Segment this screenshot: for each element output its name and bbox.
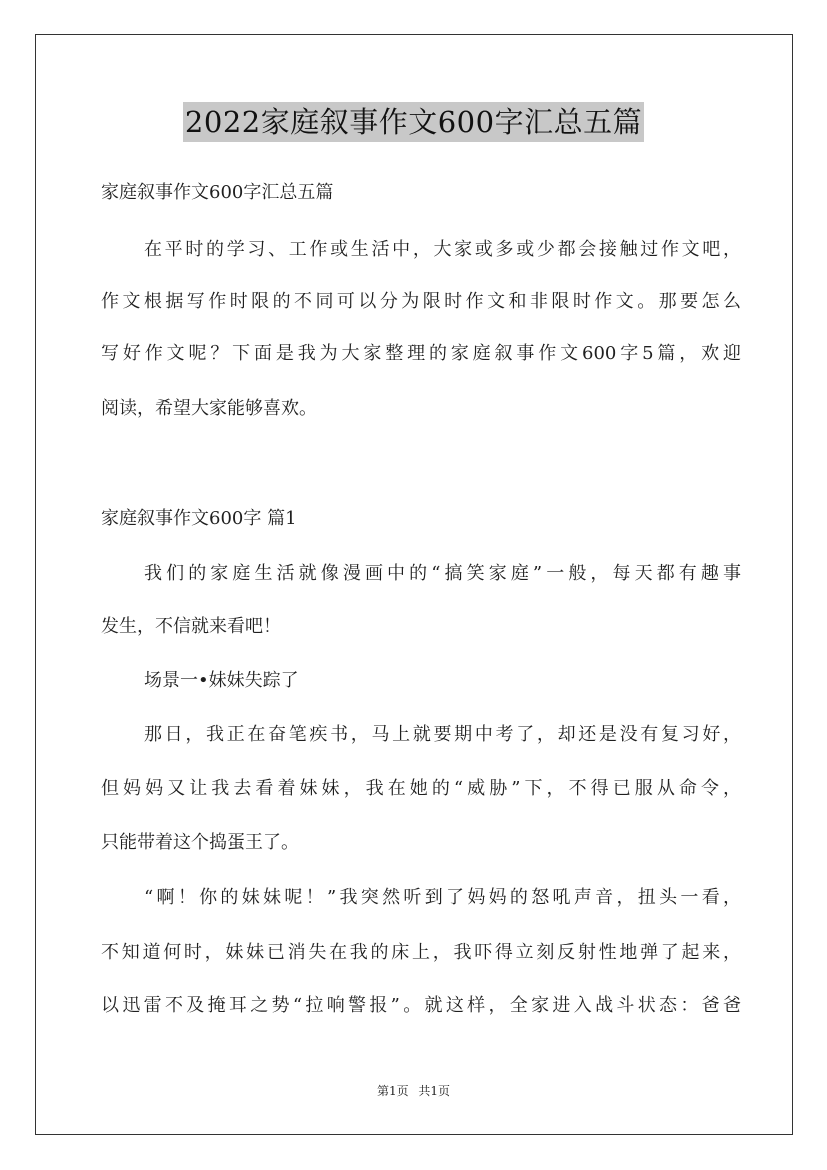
intro-line-3: 写好作文呢？下面是我为大家整理的家庭叙事作文600字5篇，欢迎 xyxy=(101,343,741,364)
page-footer xyxy=(0,1082,827,1100)
intro-line-4: 阅读，希望大家能够喜欢。 xyxy=(101,398,317,419)
section-heading: 家庭叙事作文600字 篇1 xyxy=(101,508,297,529)
para3-line-3: 以迅雷不及掩耳之势“拉响警报”。就这样，全家进入战斗状态：爸爸 xyxy=(101,995,741,1016)
para1-line-2: 发生，不信就来看吧！ xyxy=(101,616,281,637)
para1-line-1: 我们的家庭生活就像漫画中的“搞笑家庭”一般，每天都有趣事 xyxy=(144,563,741,584)
intro-line-2: 作文根据写作时限的不同可以分为限时作文和非限时作文。那要怎么 xyxy=(101,291,741,312)
intro-line-1: 在平时的学习、工作或生活中，大家或多或少都会接触过作文吧， xyxy=(144,239,741,260)
para3-line-1: “啊！你的妹妹呢！”我突然听到了妈妈的怒吼声音，扭头一看， xyxy=(144,887,741,908)
scene-heading: 场景一•妹妹失踪了 xyxy=(144,670,299,691)
document-subtitle: 家庭叙事作文600字汇总五篇 xyxy=(101,182,334,203)
para2-line-1: 那日，我正在奋笔疾书，马上就要期中考了，却还是没有复习好， xyxy=(144,724,741,745)
page-number-current: 第1页 xyxy=(376,1084,409,1098)
para2-line-2: 但妈妈又让我去看着妹妹，我在她的“威胁”下，不得已服从命令， xyxy=(101,778,741,799)
para2-line-3: 只能带着这个捣蛋王了。 xyxy=(101,832,299,853)
para3-line-2: 不知道何时，妹妹已消失在我的床上，我吓得立刻反射性地弹了起来， xyxy=(101,942,741,963)
title-container xyxy=(0,102,827,142)
document-title: 2022家庭叙事作文600字汇总五篇 xyxy=(183,102,644,142)
page-number-total: 共1页 xyxy=(418,1084,451,1098)
